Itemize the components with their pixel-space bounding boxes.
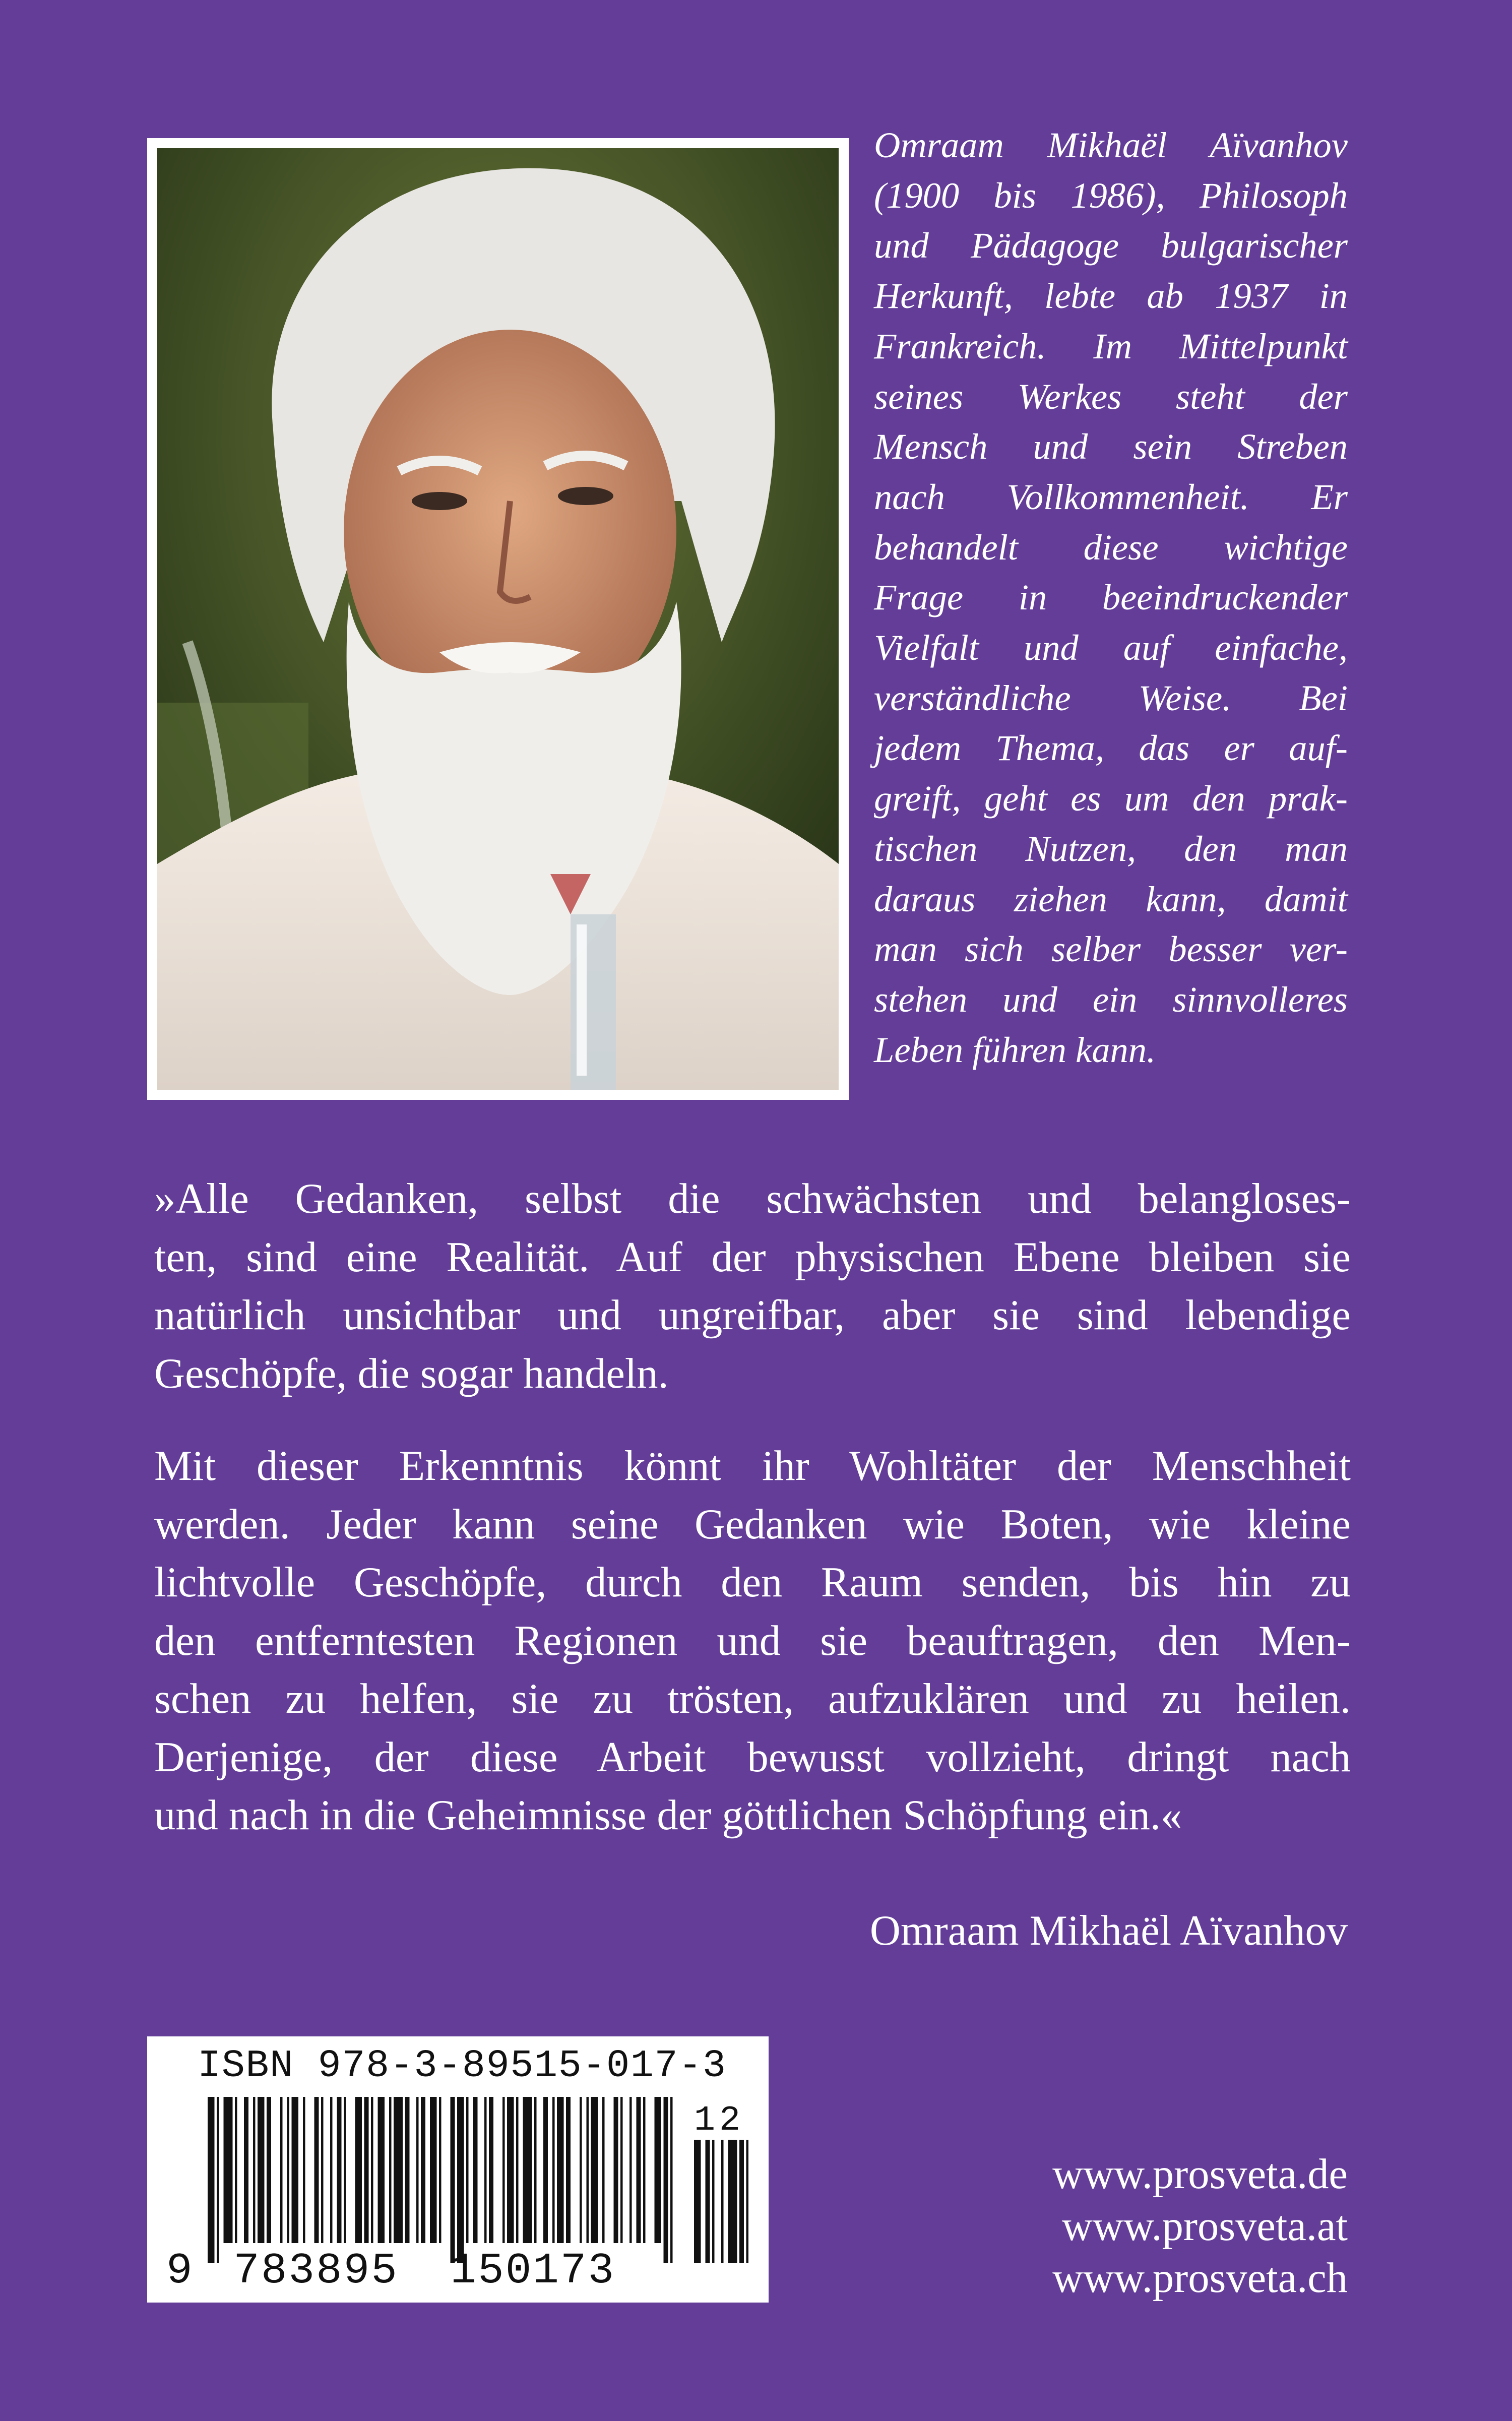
isbn-label: ISBN 978-3-89515-017-3 bbox=[198, 2044, 727, 2088]
bio-line: Herkunft, lebte ab 1937 in bbox=[874, 275, 1348, 317]
barcode-bar bbox=[253, 2097, 256, 2243]
bio-line: man sich selber besser ver- bbox=[874, 928, 1348, 970]
barcode-bar bbox=[637, 2097, 641, 2243]
barcode-bar bbox=[267, 2097, 271, 2243]
quote-paragraph-1 bbox=[154, 1170, 1351, 1403]
barcode-bar bbox=[484, 2097, 487, 2243]
barcode-bar bbox=[405, 2097, 410, 2243]
barcode-bar bbox=[473, 2097, 478, 2243]
quote-line: Geschöpfe, die sogar handeln. bbox=[154, 1350, 669, 1397]
url-de[interactable]: www.prosveta.de bbox=[1052, 2151, 1348, 2198]
bio-line: Leben führen kann. bbox=[874, 1029, 1156, 1070]
barcode-bar bbox=[430, 2097, 437, 2243]
barcode-bar bbox=[643, 2097, 646, 2243]
quote-line: »Alle Gedanken, selbst die schwächsten und belangloses- bbox=[154, 1175, 1351, 1222]
barcode-bar bbox=[587, 2097, 589, 2243]
quote-line: werden. Jeder kann seine Gedanken wie Boten, wie kleine bbox=[154, 1501, 1351, 1548]
url-ch[interactable]: www.prosveta.ch bbox=[1052, 2255, 1348, 2302]
barcode-bar bbox=[439, 2097, 442, 2243]
quote-line: schen zu helfen, sie zu trösten, aufzuklären und zu heilen. bbox=[154, 1675, 1351, 1722]
bio-line: tischen Nutzen, den man bbox=[874, 828, 1348, 869]
barcode-bar bbox=[516, 2097, 519, 2243]
barcode-bar bbox=[224, 2097, 233, 2243]
barcode-bar bbox=[337, 2097, 342, 2243]
barcode-bar bbox=[670, 2097, 673, 2263]
addon-bar bbox=[706, 2140, 710, 2263]
addon-bar bbox=[739, 2140, 744, 2263]
barcode-bar bbox=[303, 2097, 305, 2243]
barcode-bar bbox=[543, 2097, 548, 2243]
barcode-bar bbox=[591, 2097, 598, 2243]
url-at[interactable]: www.prosveta.at bbox=[1061, 2203, 1348, 2250]
barcode-bar bbox=[557, 2097, 564, 2243]
bio-line: daraus ziehen kann, damit bbox=[874, 878, 1348, 919]
barcode-bar bbox=[280, 2097, 283, 2243]
barcode-bar bbox=[466, 2097, 469, 2243]
barcode-bar bbox=[664, 2097, 668, 2263]
barcode-bar bbox=[552, 2097, 555, 2243]
bio-line: Frankreich. Im Mittelpunkt bbox=[874, 325, 1348, 366]
addon-bar bbox=[746, 2140, 749, 2263]
barcode-bar bbox=[457, 2097, 464, 2263]
bio-line: Mensch und sein Streben bbox=[874, 426, 1348, 467]
barcode-bar bbox=[502, 2097, 505, 2243]
ean-right-group: 150173 bbox=[450, 2246, 616, 2295]
ean-left-group: 783895 bbox=[233, 2246, 399, 2295]
quote-line: lichtvolle Geschöpfe, durch den Raum senden, bis hin zu bbox=[154, 1559, 1351, 1606]
quote-line: den entferntesten Regionen und sie beauftragen, den Men- bbox=[154, 1617, 1351, 1664]
addon-bar bbox=[728, 2140, 737, 2263]
quote-line: und nach in die Geheimnisse der göttlichen Schöpfung ein.« bbox=[154, 1792, 1182, 1839]
addon-bar bbox=[712, 2140, 715, 2263]
barcode-bar bbox=[378, 2097, 385, 2243]
barcode-bar bbox=[523, 2097, 532, 2243]
barcode-bar bbox=[330, 2097, 333, 2243]
quote-line: ten, sind eine Realität. Auf der physischen Ebene bleiben sie bbox=[154, 1233, 1351, 1281]
quote-line: Mit dieser Erkenntnis könnt ihr Wohltäter der Menschheit bbox=[154, 1443, 1351, 1489]
bio-line: Frage in beeindruckender bbox=[874, 577, 1348, 618]
barcode-bar bbox=[416, 2097, 419, 2243]
addon-bar bbox=[721, 2140, 724, 2263]
barcode-bar bbox=[208, 2097, 215, 2263]
bio-line: (1900 bis 1986), Philosoph bbox=[874, 174, 1348, 216]
barcode-bar bbox=[421, 2097, 425, 2243]
barcode-bar bbox=[507, 2097, 514, 2243]
barcode-bar bbox=[580, 2097, 582, 2243]
bio-line: verständliche Weise. Bei bbox=[874, 677, 1348, 718]
barcode-bar bbox=[287, 2097, 290, 2243]
barcode-bar bbox=[451, 2097, 455, 2263]
quote-paragraph-2 bbox=[154, 1437, 1351, 1845]
quote-line: natürlich unsichtbar und ungreifbar, aber sie sind lebendige bbox=[154, 1292, 1351, 1339]
ean-first-digit: 9 bbox=[166, 2246, 194, 2295]
bio-line: greift, geht es um den prak- bbox=[874, 778, 1348, 819]
barcode-bar bbox=[321, 2097, 324, 2243]
barcode-bar bbox=[314, 2097, 319, 2243]
barcode-bar bbox=[244, 2097, 248, 2243]
portrait-image bbox=[157, 148, 839, 1090]
barcode-bar bbox=[371, 2097, 373, 2243]
barcode-bar bbox=[566, 2097, 571, 2243]
bio-line: Vielfalt und auf einfache, bbox=[874, 627, 1348, 668]
barcode-bar bbox=[614, 2097, 618, 2243]
barcode-bar bbox=[344, 2097, 346, 2243]
barcode-bar bbox=[364, 2097, 369, 2243]
barcode-bar bbox=[292, 2097, 299, 2243]
quote-line: Derjenige, der diese Arbeit bewusst vollzieht, dringt nach bbox=[154, 1733, 1351, 1781]
barcode-bar bbox=[389, 2097, 392, 2243]
barcode-bar bbox=[602, 2097, 605, 2243]
bio-line: behandelt diese wichtige bbox=[874, 526, 1348, 568]
barcode-bar bbox=[394, 2097, 403, 2243]
barcode-bar bbox=[258, 2097, 265, 2243]
author-photo bbox=[147, 138, 849, 1100]
barcode-bar bbox=[629, 2097, 632, 2243]
barcode-bar bbox=[217, 2097, 219, 2263]
barcode-digits bbox=[166, 2246, 615, 2295]
bio-line: stehen und ein sinnvolleres bbox=[874, 978, 1348, 1020]
barcode-bar bbox=[235, 2097, 237, 2243]
addon-bar bbox=[694, 2140, 701, 2263]
barcode-bar bbox=[655, 2097, 662, 2243]
quote-author: Omraam Mikhaël Aïvanhov bbox=[869, 1907, 1348, 1954]
website-links bbox=[1052, 2148, 1348, 2304]
author-biography bbox=[874, 120, 1348, 1075]
bio-line: seines Werkes steht der bbox=[874, 376, 1348, 417]
bio-line: Omraam Mikhaël Aïvanhov bbox=[874, 125, 1348, 165]
bio-line: und Pädagoge bulgarischer bbox=[874, 225, 1348, 266]
barcode-bar bbox=[355, 2097, 362, 2243]
barcode-bar bbox=[620, 2097, 623, 2243]
bio-line: nach Vollkommenheit. Er bbox=[874, 476, 1348, 517]
barcode-bar bbox=[489, 2097, 493, 2243]
barcode-addon: 12 bbox=[694, 2101, 745, 2141]
isbn-barcode bbox=[147, 2036, 769, 2303]
bio-line: jedem Thema, das er auf- bbox=[874, 727, 1348, 769]
barcode-bar bbox=[534, 2097, 537, 2243]
